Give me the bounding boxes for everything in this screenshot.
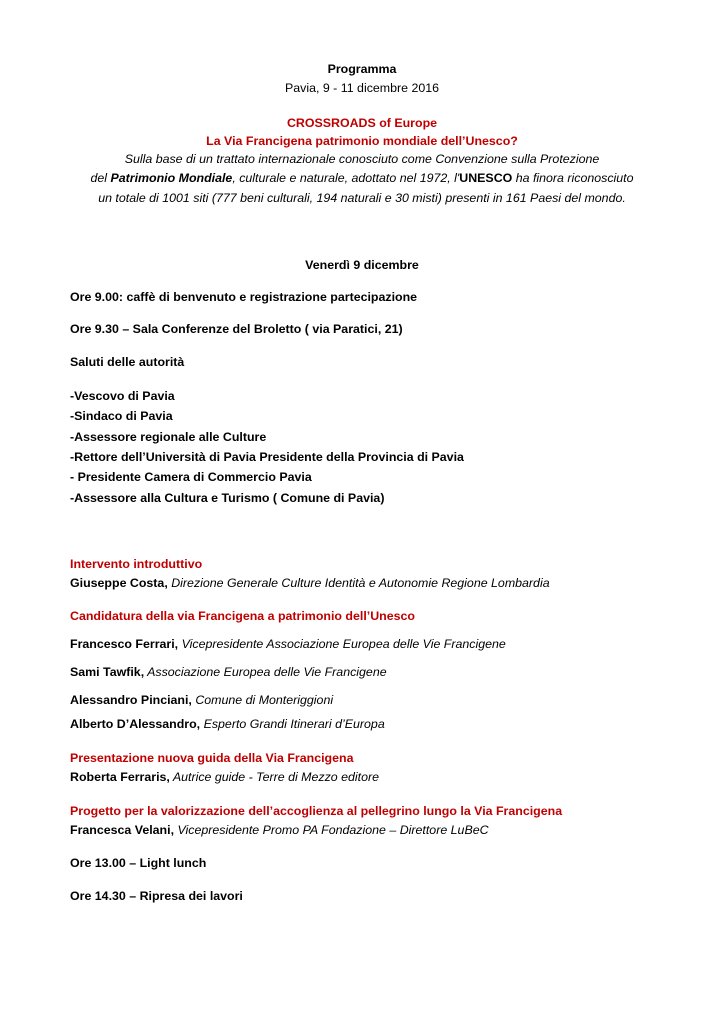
program-title: Programma xyxy=(327,62,397,76)
speaker-role: Direzione Generale Culture Identità e Autonomie Regione Lombardia xyxy=(167,576,550,590)
authority-item: -Assessore regionale alle Culture xyxy=(70,430,267,444)
session-title: Candidatura della via Francigena a patrimonio dell’Unesco xyxy=(70,609,415,623)
speaker-line xyxy=(70,823,489,837)
speaker-role: Associazione Europea delle Vie Francigene xyxy=(144,665,387,679)
intro-text: ha finora riconosciuto xyxy=(512,171,634,185)
speaker-line xyxy=(70,693,333,707)
authority-item: -Assessore alla Cultura e Turismo ( Comune di Pavia) xyxy=(70,491,385,505)
authority-item: -Rettore dell’Università di Pavia Presidente della Provincia di Pavia xyxy=(70,450,464,464)
intro-line-1: Sulla base di un trattato internazionale conosciuto come Convenzione sulla Protezione xyxy=(124,152,600,166)
schedule-item: Ore 14.30 – Ripresa dei lavori xyxy=(70,889,243,903)
speaker-role: Autrice guide - Terre di Mezzo editore xyxy=(169,770,379,784)
speaker-name: Sami Tawfik, xyxy=(70,665,145,679)
intro-line-3: un totale di 1001 siti (777 beni culturali, 194 naturali e 30 misti) presenti in 161 Paesi del mondo. xyxy=(98,191,626,205)
session-title: Intervento introduttivo xyxy=(70,557,203,571)
speaker-role: Comune di Monteriggioni xyxy=(191,693,334,707)
place-date: Pavia, 9 - 11 dicembre 2016 xyxy=(284,81,440,95)
session-title: Presentazione nuova guida della Via Francigena xyxy=(70,751,354,765)
schedule-item: Ore 13.00 – Light lunch xyxy=(70,856,207,870)
authority-item: -Vescovo di Pavia xyxy=(70,389,175,403)
event-subtitle: La Via Francigena patrimonio mondiale dell’Unesco? xyxy=(206,134,518,148)
intro-text: del xyxy=(90,171,111,185)
authority-item: - Presidente Camera di Commercio Pavia xyxy=(70,470,312,484)
day-heading: Venerdì 9 dicembre xyxy=(305,258,419,272)
intro-text: , culturale e naturale, adottato nel 1972, l' xyxy=(232,171,460,185)
speaker-line xyxy=(70,665,387,679)
event-title: CROSSROADS of Europe xyxy=(286,116,438,130)
speaker-name: Francesca Velani, xyxy=(70,823,175,837)
schedule-item: Ore 9.00: caffè di benvenuto e registrazione partecipazione xyxy=(70,290,418,304)
speaker-name: Alberto D’Alessandro, xyxy=(70,717,201,731)
speaker-line xyxy=(70,637,506,651)
speaker-line xyxy=(70,770,379,784)
intro-emphasis: Patrimonio Mondiale xyxy=(110,171,233,185)
greetings-heading: Saluti delle autorità xyxy=(70,355,185,369)
schedule-item: Ore 9.30 – Sala Conferenze del Broletto ( via Paratici, 21) xyxy=(70,322,403,336)
speaker-name: Giuseppe Costa, xyxy=(70,576,168,590)
speaker-line xyxy=(70,576,550,590)
speaker-role: Esperto Grandi Itinerari d’Europa xyxy=(200,717,385,731)
session-title: Progetto per la valorizzazione dell’accoglienza al pellegrino lungo la Via Francigena xyxy=(70,804,563,818)
intro-emphasis: UNESCO xyxy=(459,171,513,185)
intro-line-2 xyxy=(40,171,684,185)
speaker-name: Alessandro Pinciani, xyxy=(70,693,192,707)
speaker-name: Francesco Ferrari, xyxy=(70,637,179,651)
speaker-name: Roberta Ferraris, xyxy=(70,770,170,784)
speaker-role: Vicepresidente Associazione Europea delle Vie Francigene xyxy=(178,637,506,651)
speaker-line xyxy=(70,717,385,731)
authority-item: -Sindaco di Pavia xyxy=(70,409,173,423)
speaker-role: Vicepresidente Promo PA Fondazione – Direttore LuBeC xyxy=(174,823,489,837)
